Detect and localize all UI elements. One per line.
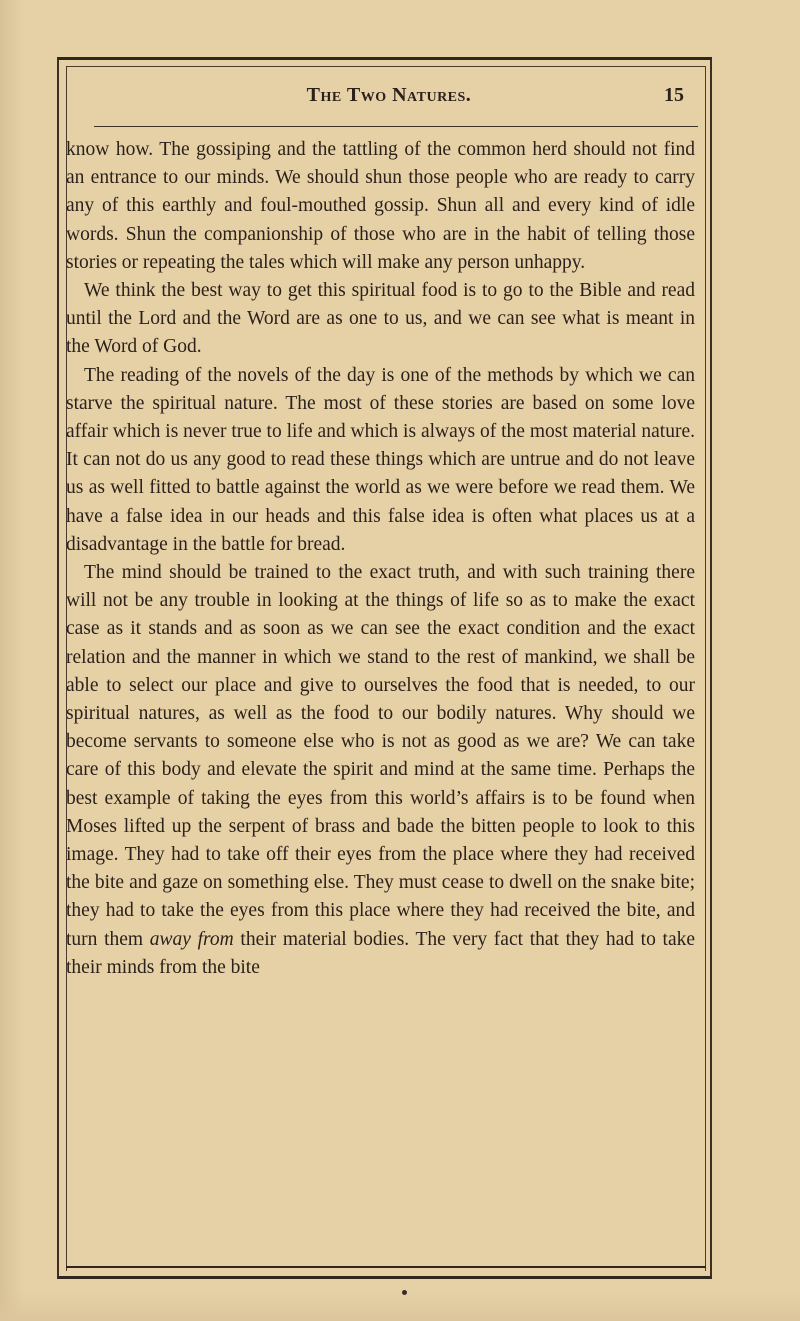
bottom-rule — [66, 1266, 706, 1268]
paragraph-bible: We think the best way to get this spiritual food is to go to the Bible and read until the Lord and the Word are as one to us, and we can see what is meant in the Word of God. — [66, 280, 695, 358]
page-bottom-shadow — [0, 1291, 800, 1321]
paragraph-4-end: their material bodies. The very fact that they had to take their minds from the bite — [66, 928, 696, 978]
page-header — [94, 84, 684, 114]
ink-spot — [402, 1290, 407, 1295]
paragraph-continuation: know how. The gossiping and the tattling of the common herd should not find an entrance to our minds. We should shun those people who are ready to carry any of this earthly and foul-mouthed gossip. Shun all and every kind of idle words. Shun the companionship of those who are in the habit of telling those stories or repeating the tales which will make any person unhappy. — [66, 139, 695, 273]
page-edge-shadow — [0, 0, 24, 1321]
paragraph-mind-training — [66, 559, 695, 982]
header-rule — [94, 126, 698, 127]
page-number: 15 — [664, 84, 684, 106]
body-text — [66, 136, 695, 982]
paragraph-novels: The reading of the novels of the day is one of the methods by which we can starve the spiritual nature. The most of these stories are based on some love affair which is never true to life and which is always of the most material nature. It can not do us any good to read these things which are untrue and do not leave us as well fitted to battle against the world as we were before we read them. We have a false idea in our heads and this false idea is often what places us at a disadvantage in the battle for bread. — [66, 364, 695, 555]
paragraph-4-emphasis: away from — [149, 928, 234, 950]
paragraph-4-start: The mind should be trained to the exact truth, and with such training there will not be any trouble in looking at the things of life so as to make the exact case as it stands and as soon as we can see the exact condition and the exact relation and the manner in which we stand to the rest of mankind, we shall be able to select our place and give to ourselves the food that is needed, to our spiritual natures, as well as the food to our bodily natures. Why should we become servants to someone else who is not as good as we are? We can take care of this body and elevate the spirit and mind at the same time. Perhaps the best example of taking the eyes from this world’s affairs is to be found when Moses lifted up the serpent of brass and bade the bitten people to look to this image. They had to take off their eyes from the place where they had received the bite and gaze on something else. They must cease to dwell on the snake bite; they had to take the eyes from this place where they had received the bite, and turn them — [66, 562, 695, 950]
running-head: The Two Natures. — [306, 84, 472, 106]
